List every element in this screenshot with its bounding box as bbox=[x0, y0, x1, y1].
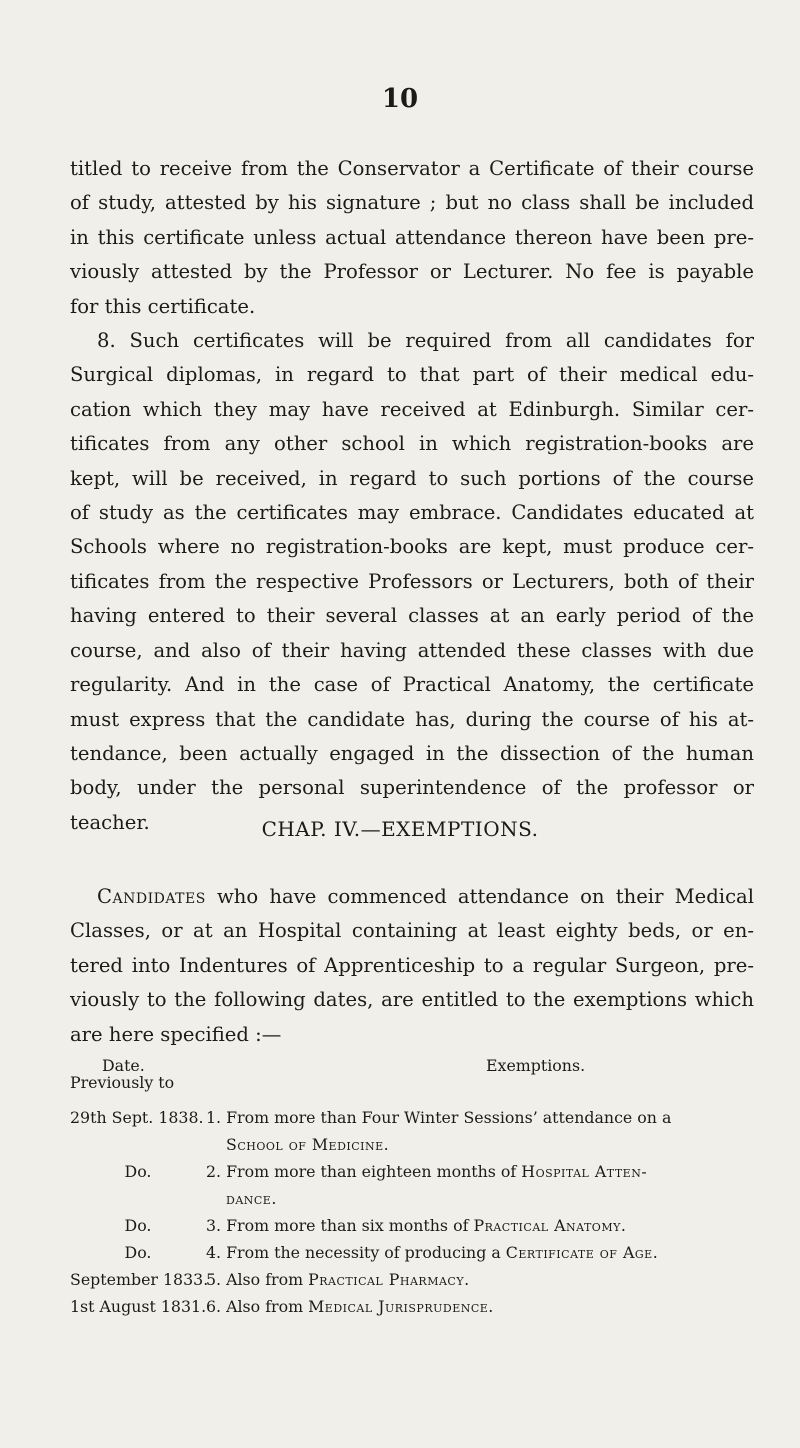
text-line: viously to the following dates, are entitled to the exemptions which bbox=[70, 988, 754, 1012]
text-line: must express that the candidate has, during the course of his at- bbox=[70, 707, 754, 731]
text-line: Schools where no registration-books are kept, must produce cer- bbox=[70, 535, 754, 559]
exemptions-intro bbox=[70, 880, 754, 1052]
text-line: tificates from the respective Professors or Lecturers, both of their bbox=[70, 569, 754, 593]
row-text-plain: 4. From the necessity of producing a bbox=[206, 1243, 506, 1262]
text-line: of study, attested by his signature ; but no class shall be included bbox=[70, 191, 754, 215]
page-number: 10 bbox=[381, 84, 419, 114]
column-header-exemptions: Exemptions. bbox=[486, 1056, 586, 1075]
text-line: teacher. bbox=[70, 810, 150, 834]
column-subheader-previously-to: Previously to bbox=[70, 1073, 175, 1092]
text-line: titled to receive from the Conservator a Certificate of their course bbox=[70, 157, 754, 180]
text-line: Classes, or at an Hospital containing at least eighty beds, or en- bbox=[70, 919, 754, 943]
row-text-plain: 6. Also from bbox=[206, 1297, 309, 1316]
row-text-smallcaps: Certificate of Age. bbox=[505, 1243, 659, 1262]
row-text-plain: 2. From more than eighteen months of bbox=[206, 1162, 522, 1181]
column-header-date: Date. bbox=[102, 1056, 145, 1075]
row-text-continuation: School of Medicine. bbox=[226, 1135, 390, 1154]
text-line: Surgical diplomas, in regard to that part of their medical edu- bbox=[70, 363, 754, 387]
text-line: for this certificate. bbox=[70, 294, 256, 318]
row-text bbox=[206, 1266, 766, 1293]
row-text-smallcaps: Medical Jurisprudence. bbox=[308, 1297, 494, 1316]
row-text bbox=[206, 1104, 766, 1131]
lead-rest: who have commenced attendance on their Medical bbox=[205, 885, 754, 908]
text-line: kept, will be received, in regard to such portions of the course bbox=[70, 466, 754, 490]
row-date: Do. bbox=[124, 1216, 152, 1235]
row-text-smallcaps: Practical Anatomy. bbox=[473, 1216, 627, 1235]
row-text bbox=[206, 1158, 766, 1185]
row-text-smallcaps: Practical Pharmacy. bbox=[308, 1270, 470, 1289]
row-date: September 1833. bbox=[70, 1270, 209, 1289]
row-text-plain: 1. From more than Four Winter Sessions’ attendance on a bbox=[206, 1108, 672, 1127]
text-line bbox=[70, 880, 754, 914]
text-line: body, under the personal superintendence of the professor or bbox=[70, 776, 754, 800]
text-line: tificates from any other school in which registration-books are bbox=[70, 432, 754, 456]
text-line: regularity. And in the case of Practical Anatomy, the certificate bbox=[70, 673, 754, 697]
row-text bbox=[206, 1239, 766, 1266]
body-text bbox=[70, 152, 754, 840]
text-line: having entered to their several classes at an early period of the bbox=[70, 604, 754, 628]
row-date: 29th Sept. 1838. bbox=[70, 1108, 204, 1127]
text-line: are here specified :— bbox=[70, 1022, 282, 1046]
row-text bbox=[206, 1293, 766, 1320]
text-line: tered into Indentures of Apprenticeship to a regular Surgeon, pre- bbox=[70, 953, 754, 977]
text-line: course, and also of their having attended these classes with due bbox=[70, 638, 754, 662]
row-date: Do. bbox=[124, 1243, 152, 1262]
text-line: tendance, been actually engaged in the dissection of the human bbox=[70, 741, 754, 765]
row-text-plain: 3. From more than six months of bbox=[206, 1216, 474, 1235]
row-text-smallcaps: Hospital Atten- bbox=[521, 1162, 648, 1181]
row-date: 1st August 1831. bbox=[70, 1297, 207, 1316]
lead-word: Candidates bbox=[97, 885, 206, 908]
text-line: 8. Such certificates will be required from all candidates for bbox=[97, 329, 754, 353]
text-line: cation which they may have received at Edinburgh. Similar cer- bbox=[70, 397, 754, 421]
row-text bbox=[206, 1212, 766, 1239]
row-text-plain: 5. Also from bbox=[206, 1270, 309, 1289]
text-line: viously attested by the Professor or Lecturer. No fee is payable bbox=[70, 260, 754, 284]
text-line: in this certificate unless actual attendance thereon have been pre- bbox=[70, 225, 754, 249]
text-line: of study as the certificates may embrace. Candidates educated at bbox=[70, 501, 754, 525]
chapter-heading: CHAP. IV.—EXEMPTIONS. bbox=[261, 817, 539, 841]
row-text-continuation: dance. bbox=[226, 1189, 277, 1208]
row-date: Do. bbox=[124, 1162, 152, 1181]
